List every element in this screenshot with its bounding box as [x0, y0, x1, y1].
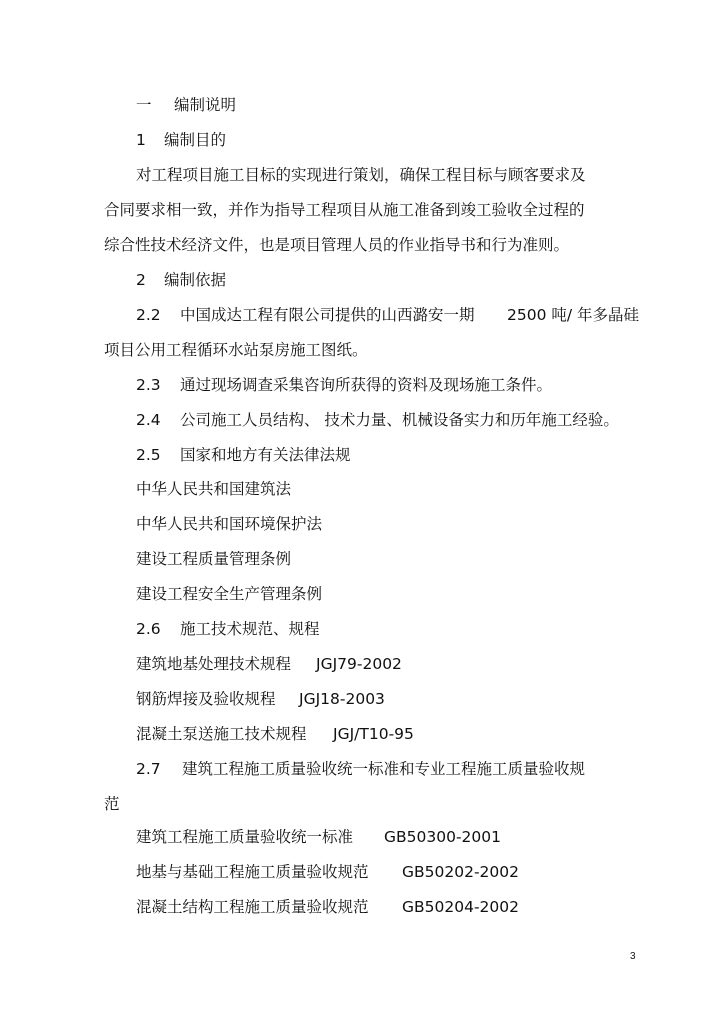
paragraph-text: 综合性技术经济文件，也是项目管理人员的作业指导书和行为准则。	[104, 236, 570, 254]
item-text: 项目公用工程循环水站泵房施工图纸。	[104, 341, 368, 359]
heading-text: 编制说明	[174, 96, 237, 114]
item-number: 2.3	[136, 376, 161, 394]
standard-name: 地基与基础工程施工质量验收规范	[136, 863, 369, 881]
subsection-2-title: 编制依据	[164, 271, 227, 289]
item-number: 2.7	[136, 760, 161, 778]
standard-code: GB50300-2001	[384, 828, 501, 846]
standard-name: 混凝土结构工程施工质量验收规范	[136, 898, 369, 916]
subsection-2-number: 2	[136, 271, 146, 289]
item-text: 中国成达工程有限公司提供的山西潞安一期	[180, 306, 475, 324]
item-text: 施工技术规范、规程	[180, 620, 320, 638]
item-number: 2.2	[136, 306, 161, 324]
page-number: 3	[630, 951, 636, 962]
standard-code: GB50204-2002	[402, 898, 519, 916]
standard-name: 建筑工程施工质量验收统一标准	[136, 828, 354, 846]
law-name: 中华人民共和国环境保护法	[136, 515, 323, 533]
item-text: 范	[104, 795, 120, 813]
spec-code: JGJ/T10-95	[333, 725, 414, 743]
law-name: 建设工程质量管理条例	[136, 550, 292, 568]
spec-name: 建筑地基处理技术规程	[136, 655, 292, 673]
paragraph-text: 对工程项目施工目标的实现进行策划，确保工程目标与顾客要求及	[136, 166, 586, 184]
item-number: 2.6	[136, 620, 161, 638]
heading-number: 一	[136, 96, 152, 114]
subsection-1-title: 编制目的	[164, 131, 227, 149]
item-number: 2.5	[136, 446, 161, 464]
item-text: 建筑工程施工质量验收统一标准和专业工程施工质量验收规	[182, 760, 586, 778]
spec-code: JGJ79-2002	[316, 655, 402, 673]
standard-code: GB50202-2002	[402, 863, 519, 881]
item-text-capacity: 2500 吨/ 年多晶硅	[507, 306, 640, 324]
spec-name: 混凝土泵送施工技术规程	[136, 725, 307, 743]
item-number: 2.4	[136, 411, 161, 429]
item-text: 公司施工人员结构、 技术力量、机械设备实力和历年施工经验。	[180, 411, 619, 429]
law-name: 建设工程安全生产管理条例	[136, 585, 323, 603]
law-name: 中华人民共和国建筑法	[136, 480, 292, 498]
item-text: 国家和地方有关法律法规	[180, 446, 351, 464]
spec-code: JGJ18-2003	[299, 690, 385, 708]
subsection-1-number: 1	[136, 131, 146, 149]
paragraph-text: 合同要求相一致，并作为指导工程项目从施工准备到竣工验收全过程的	[104, 201, 585, 219]
spec-name: 钢筋焊接及验收规程	[136, 690, 276, 708]
item-text: 通过现场调查采集咨询所获得的资料及现场施工条件。	[180, 376, 553, 394]
